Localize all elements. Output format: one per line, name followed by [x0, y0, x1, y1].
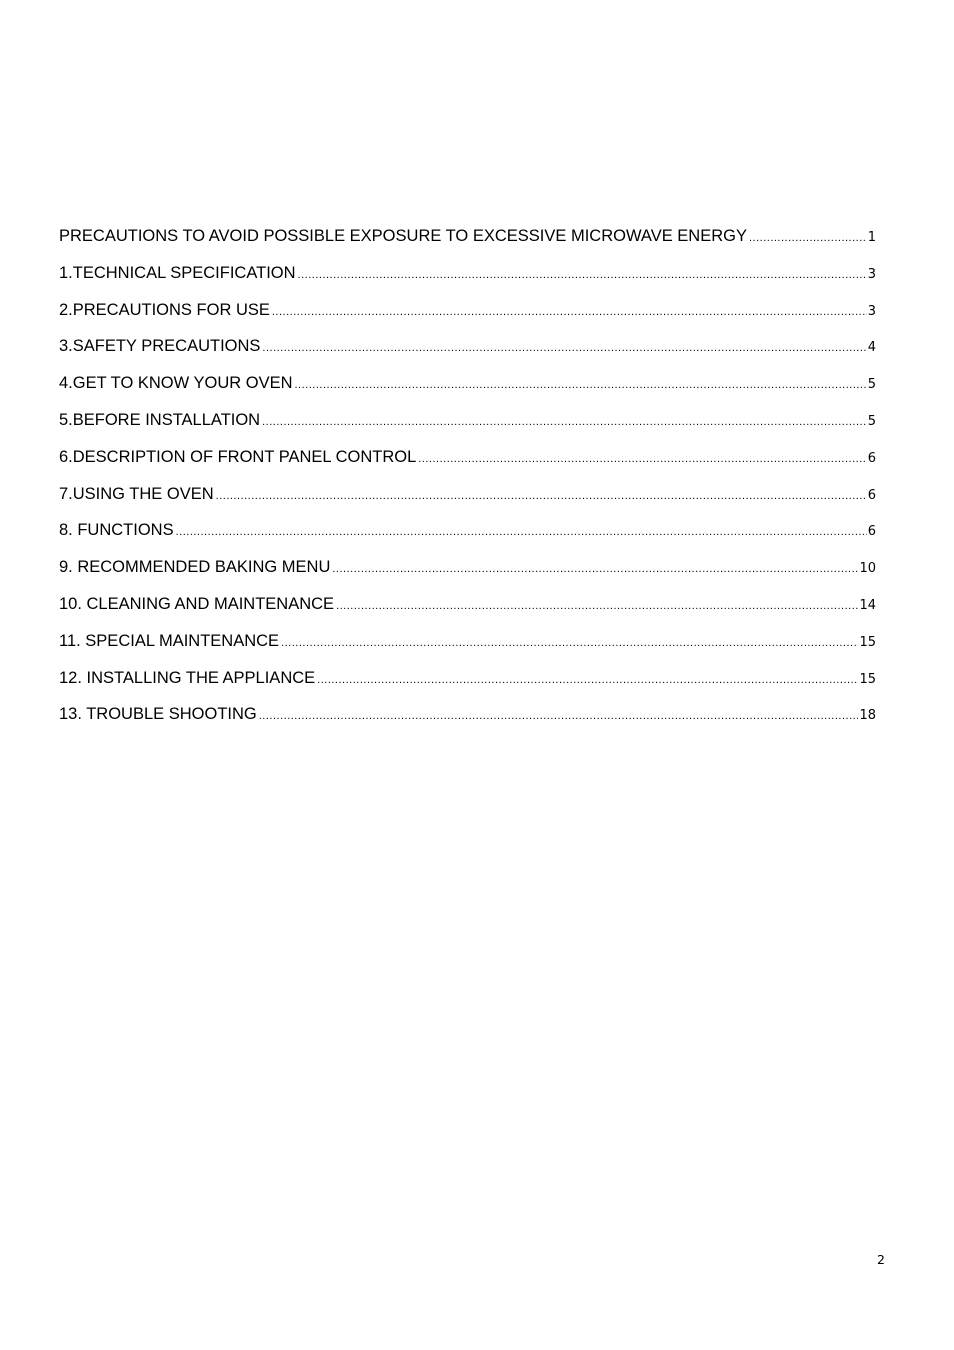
toc-dot-leader	[262, 335, 866, 361]
toc-dot-leader	[317, 667, 858, 693]
toc-entry[interactable]	[59, 223, 876, 260]
toc-entry[interactable]	[59, 370, 876, 407]
toc-dot-leader	[298, 262, 867, 288]
toc-dot-leader	[216, 483, 867, 509]
toc-entry[interactable]	[59, 444, 876, 481]
toc-dot-leader	[262, 409, 867, 435]
toc-entry-title: 10. CLEANING AND MAINTENANCE	[59, 594, 335, 613]
toc-entry[interactable]	[59, 554, 876, 591]
toc-entry-title: PRECAUTIONS TO AVOID POSSIBLE EXPOSURE TO EXCESSIVE MICROWAVE ENERGY	[59, 227, 747, 245]
toc-dot-leader	[332, 556, 858, 582]
table-of-contents	[59, 223, 876, 738]
toc-entry-title: 3.SAFETY PRECAUTIONS	[59, 337, 261, 356]
toc-entry-page: 5	[867, 377, 876, 393]
toc-dot-leader	[259, 703, 859, 729]
toc-entry-page: 5	[867, 413, 876, 429]
toc-entry-title: 2.PRECAUTIONS FOR USE	[59, 300, 270, 319]
toc-entry-page: 3	[867, 303, 876, 319]
page-number: 2	[877, 1252, 885, 1267]
toc-entry-page: 14	[859, 597, 876, 613]
toc-dot-leader	[418, 446, 866, 472]
toc-entry-page: 1	[867, 230, 876, 245]
toc-entry-title: 5.BEFORE INSTALLATION	[59, 410, 261, 429]
toc-entry[interactable]	[59, 481, 876, 518]
toc-entry-page: 6	[867, 524, 876, 540]
toc-entry[interactable]	[59, 701, 876, 738]
toc-entry-title: 12. INSTALLING THE APPLIANCE	[59, 668, 316, 687]
toc-entry-page: 6	[867, 450, 876, 466]
toc-dot-leader	[176, 519, 867, 545]
toc-entry-title: 8. FUNCTIONS	[59, 521, 174, 540]
toc-entry-page: 3	[867, 266, 876, 282]
toc-entry-title: 9. RECOMMENDED BAKING MENU	[59, 558, 331, 577]
toc-entry[interactable]	[59, 260, 876, 297]
toc-entry-title: 11. SPECIAL MAINTENANCE	[59, 631, 280, 650]
toc-dot-leader	[295, 372, 867, 398]
toc-entry-title: 13. TROUBLE SHOOTING	[59, 705, 257, 724]
toc-entry[interactable]	[59, 665, 876, 702]
toc-entry[interactable]	[59, 517, 876, 554]
toc-entry-title: 4.GET TO KNOW YOUR OVEN	[59, 374, 293, 393]
toc-entry[interactable]	[59, 297, 876, 334]
toc-entry-page: 10	[859, 561, 876, 577]
toc-dot-leader	[336, 593, 858, 619]
toc-dot-leader	[272, 299, 867, 325]
toc-entry-title: 6.DESCRIPTION OF FRONT PANEL CONTROL	[59, 447, 417, 466]
toc-entry-page: 15	[859, 671, 876, 687]
toc-dot-leader	[281, 630, 858, 656]
toc-entry-page: 6	[867, 487, 876, 503]
toc-dot-leader	[749, 225, 867, 251]
toc-entry[interactable]	[59, 333, 876, 370]
toc-entry-page: 15	[859, 634, 876, 650]
toc-entry[interactable]	[59, 591, 876, 628]
toc-entry-title: 7.USING THE OVEN	[59, 484, 214, 503]
toc-entry-page: 18	[859, 708, 876, 724]
toc-entry-title: 1.TECHNICAL SPECIFICATION	[59, 263, 296, 282]
toc-entry[interactable]	[59, 407, 876, 444]
toc-entry[interactable]	[59, 628, 876, 665]
toc-entry-page: 4	[867, 340, 876, 356]
